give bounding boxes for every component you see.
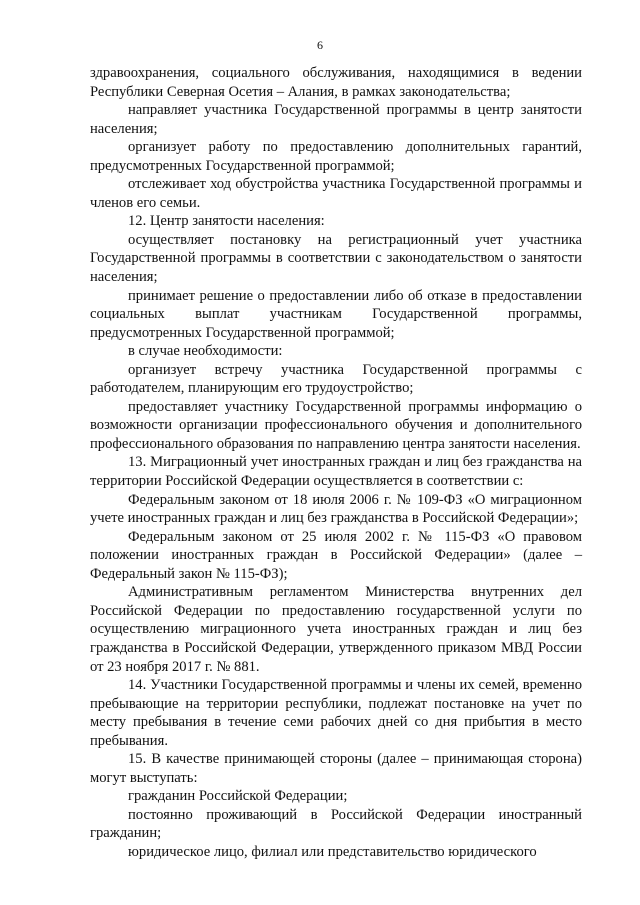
paragraph: 13. Миграционный учет иностранных граждан и лиц без гражданства на территории Российской Федерации осуществляется в соответствии с:: [90, 454, 582, 490]
paragraph: организует встречу участника Государственной программы с работодателем, планирующим его трудоустройство;: [90, 361, 582, 397]
paragraph: организует работу по предоставлению дополнительных гарантий, предусмотренных Государственной программой;: [90, 139, 582, 174]
paragraph: предоставляет участнику Государственной программы информацию о возможности организации профессионального обучения и дополнительного профессионального образования по направлению центра занятости населения.: [90, 398, 582, 452]
paragraph: здравоохранения, социального обслуживания, находящимися в ведении Республики Северная Осетия – Алания, в рамках законодательства;: [90, 65, 582, 100]
paragraph: направляет участника Государственной программы в центр занятости населения;: [90, 102, 582, 137]
paragraph: постоянно проживающий в Российской Федерации иностранный гражданин;: [90, 806, 582, 842]
paragraph: в случае необходимости:: [128, 343, 283, 360]
paragraph: отслеживает ход обустройства участника Государственной программы и членов его семьи.: [90, 176, 582, 211]
paragraph: 15. В качестве принимающей стороны (далее – принимающая сторона) могут выступать:: [90, 751, 582, 786]
paragraph: 14. Участники Государственной программы и члены их семей, временно пребывающие на территории республики, подлежат постановке на учет по месту пребывания в течение семи рабочих дней со дня прибытия в место пребывания.: [90, 677, 582, 749]
paragraph: гражданин Российской Федерации;: [128, 788, 348, 805]
paragraph: юридическое лицо, филиал или представительство юридического: [128, 843, 537, 860]
paragraph: осуществляет постановку на регистрационный учет участника Государственной программы в соответствии с законодательством о занятости населения;: [90, 231, 582, 286]
document-body: [90, 64, 582, 862]
page-number: 6: [317, 38, 323, 52]
paragraph: Федеральным законом от 18 июля 2006 г. № 109-ФЗ «О миграционном учете иностранных граждан и лиц без гражданства в Российской Федерации»;: [90, 491, 582, 527]
paragraph: Федеральным законом от 25 июля 2002 г. № 115-ФЗ «О правовом положении иностранных граждан в Российской Федерации» (далее – Федеральный закон № 115-ФЗ);: [90, 528, 582, 582]
paragraph: принимает решение о предоставлении либо об отказе в предоставлении социальных выплат участникам Государственной программы, предусмотренных Государственной программой;: [90, 287, 582, 341]
paragraph: Административным регламентом Министерства внутренних дел Российской Федерации по предоставлению государственной услуги по осуществлению миграционного учета иностранных граждан и лиц без гражданства в Российской Федерации, утвержденного приказом МВД России от 23 ноября 2017 г. № 881.: [90, 584, 582, 675]
paragraph: 12. Центр занятости населения:: [128, 213, 325, 230]
